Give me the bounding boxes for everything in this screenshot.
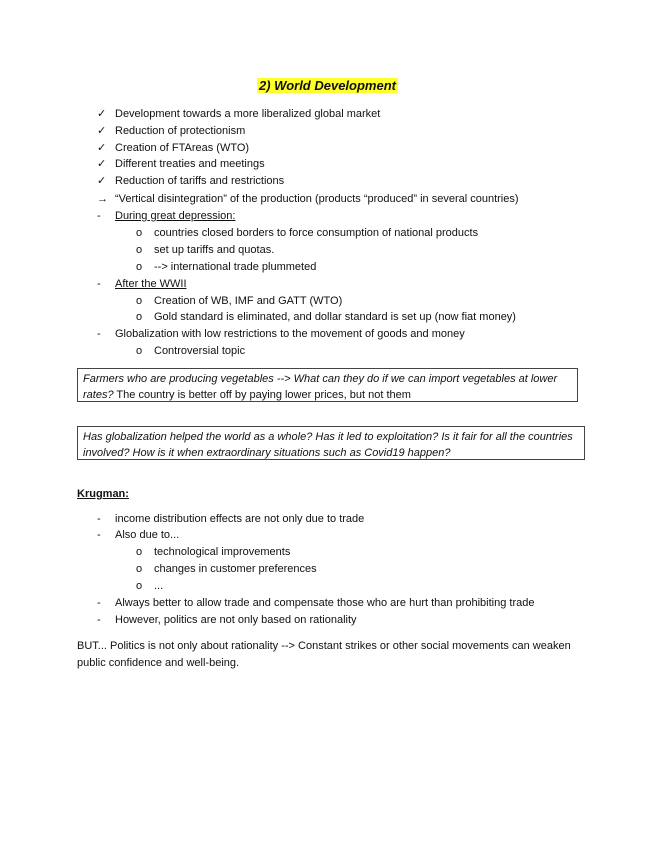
dash-bullet: - [97, 513, 101, 525]
check-icon: ✓ [97, 108, 107, 120]
circle-bullet: o [136, 311, 143, 323]
circle-bullet: o [136, 563, 143, 575]
section-heading: After the WWII [115, 278, 187, 290]
circle-bullet: o [136, 580, 143, 592]
document-page: 2) World Development ✓ Development towards a more liberalized global market ✓ Reduction of protectionism ✓ Creation of FTAreas (WTO) ✓ Different treaties and meetings ✓ Reduction of tariffs and restrictions → “Vertical disintegration” of the production (products “produced” in several countries) - During great depression: o countries closed borders to force consumption of national products o set up tariffs and quotas. o --> international trade plummeted - After the WWII o Creation of WB, IMF and GATT (WTO) o Gold standard is eliminated, and dollar standard is set up (now fiat money) - Globalization with low restrictions to the movement of goods and money o Controversial topic Farmers who are producing vegetables --> What can they do if we can import vegetables at lower rates? The country is better off by paying lower prices, but not them Has globalization helped the world as a whole? Has it led to exploitation? Is it fair for all the countries involved? How is it when extraordinary situations such as Covid19 happen? Krugman: - income distribution effects are not only due to trade - Also due to... o technological improvements o changes in customer preferences o ... - Always better to allow trade and compensate those who are hurt than prohibiting trade - However, politics are not only based on rationality BUT... Politics is not only about rationality --> Constant strikes or other social movements can weaken public confidence and well-being. [0, 0, 655, 848]
conclusion-paragraph: BUT... Politics is not only about rationality --> Constant strikes or other social movements can weaken public confidence and well-being. [77, 640, 571, 669]
circle-bullet: o [136, 244, 143, 256]
check-icon: ✓ [97, 158, 107, 170]
circle-bullet: o [136, 227, 143, 239]
check-icon: ✓ [97, 142, 107, 154]
dash-bullet: - [97, 328, 101, 340]
circle-bullet: o [136, 546, 143, 558]
right-arrow-icon: → [97, 193, 108, 205]
title-highlight: 2) World Development [258, 78, 396, 93]
callout-box: Farmers who are producing vegetables --> What can they do if we can import vegetables at lower rates? The country is better off by paying lower prices, but not them [77, 368, 578, 402]
circle-bullet: o [136, 345, 143, 357]
dash-bullet: - [97, 529, 101, 541]
question-box: Has globalization helped the world as a whole? Has it led to exploitation? Is it fair for all the countries involved? How is it when extraordinary situations such as Covid19 happen? [77, 426, 585, 460]
circle-bullet: o [136, 295, 143, 307]
dash-bullet: - [97, 614, 101, 626]
krugman-heading: Krugman: [77, 488, 129, 500]
dash-bullet: - [97, 597, 101, 609]
dash-bullet: - [97, 278, 101, 290]
check-icon: ✓ [97, 175, 107, 187]
page-title [0, 78, 655, 93]
circle-bullet: o [136, 261, 143, 273]
section-heading: During great depression: [115, 210, 236, 222]
check-icon: ✓ [97, 125, 107, 137]
dash-bullet: - [97, 210, 101, 222]
